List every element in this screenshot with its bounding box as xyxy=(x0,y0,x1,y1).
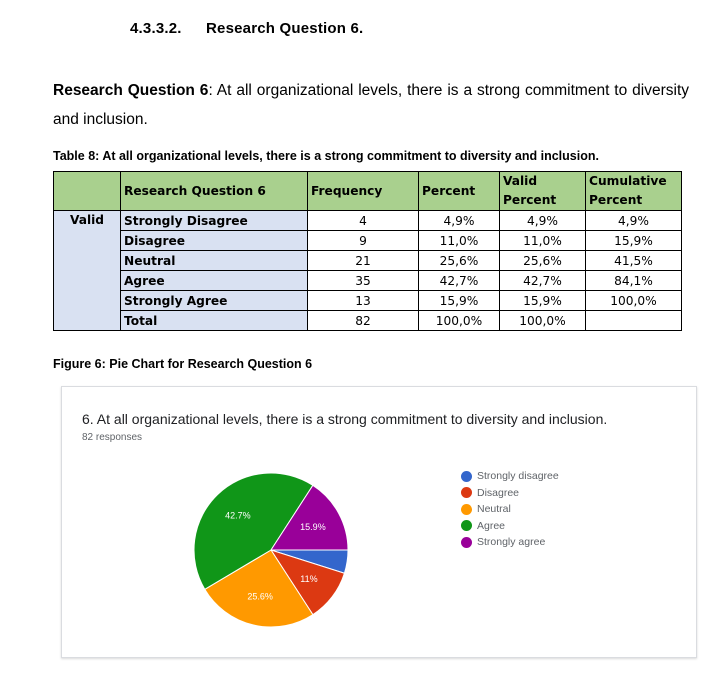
legend-label: Disagree xyxy=(477,486,520,499)
row-cumulative-percent: 4,9% xyxy=(586,211,682,231)
paragraph-label: Research Question 6 xyxy=(53,82,209,99)
row-percent: 11,0% xyxy=(419,231,500,251)
row-frequency: 13 xyxy=(308,291,419,311)
row-name: Agree xyxy=(121,271,308,291)
pie-data-label: 15.9% xyxy=(300,522,326,533)
table-row xyxy=(54,211,682,231)
row-name: Total xyxy=(121,311,308,331)
table-row xyxy=(54,271,682,291)
header-empty-cell xyxy=(54,172,121,211)
row-cumulative-percent: 84,1% xyxy=(586,271,682,291)
response-count: 82 responses xyxy=(82,432,143,443)
table-row xyxy=(54,291,682,311)
row-percent: 4,9% xyxy=(419,211,500,231)
row-percent: 15,9% xyxy=(419,291,500,311)
row-valid-percent: 11,0% xyxy=(500,231,586,251)
row-name: Disagree xyxy=(121,231,308,251)
legend-dot-icon xyxy=(461,504,472,515)
chart-title: 6. At all organizational levels, there is a strong commitment to diversity and inclusion. xyxy=(82,411,608,427)
header-cumulative-line2: Percent xyxy=(589,193,643,207)
legend-dot-icon xyxy=(461,471,472,482)
row-cumulative-percent: 41,5% xyxy=(586,251,682,271)
header-valid-percent xyxy=(500,172,586,211)
header-question: Research Question 6 xyxy=(121,172,308,211)
legend-label: Neutral xyxy=(477,503,511,516)
pie-data-label: 25.6% xyxy=(247,591,273,602)
header-valid-line2: Percent xyxy=(503,193,557,207)
row-frequency: 35 xyxy=(308,271,419,291)
section-heading xyxy=(130,20,363,37)
row-cumulative-percent: 15,9% xyxy=(586,231,682,251)
row-valid-percent: 42,7% xyxy=(500,271,586,291)
row-frequency: 9 xyxy=(308,231,419,251)
row-frequency: 82 xyxy=(308,311,419,331)
section-number: 4.3.3.2. xyxy=(130,20,182,37)
legend-item[interactable] xyxy=(461,518,559,535)
header-cumulative-percent xyxy=(586,172,682,211)
chart-legend xyxy=(461,468,559,551)
row-name: Neutral xyxy=(121,251,308,271)
pie-chart xyxy=(62,387,696,657)
table-header-row xyxy=(54,172,682,211)
legend-item[interactable] xyxy=(461,501,559,518)
row-cumulative-percent: 100,0% xyxy=(586,291,682,311)
row-percent: 25,6% xyxy=(419,251,500,271)
row-valid-percent: 25,6% xyxy=(500,251,586,271)
row-cumulative-percent xyxy=(586,311,682,331)
legend-item[interactable] xyxy=(461,534,559,551)
figure-caption: Figure 6: Pie Chart for Research Question 6 xyxy=(53,357,313,371)
valid-group-label: Valid xyxy=(54,211,121,331)
pie-data-label: 11% xyxy=(300,573,318,584)
table-row xyxy=(54,231,682,251)
row-name: Strongly Agree xyxy=(121,291,308,311)
legend-dot-icon xyxy=(461,537,472,548)
legend-item[interactable] xyxy=(461,485,559,502)
table-row xyxy=(54,251,682,271)
table-caption: Table 8: At all organizational levels, there is a strong commitment to diversity and inclusion. xyxy=(53,149,599,163)
row-valid-percent: 15,9% xyxy=(500,291,586,311)
row-frequency: 21 xyxy=(308,251,419,271)
row-valid-percent: 100,0% xyxy=(500,311,586,331)
legend-label: Strongly disagree xyxy=(477,470,559,483)
paragraph-text: : At all organizational levels, there is a strong commitment to diversity and inclusion. xyxy=(53,82,689,128)
section-title: Research Question 6. xyxy=(206,20,364,37)
table-row-total xyxy=(54,311,682,331)
row-percent: 42,7% xyxy=(419,271,500,291)
frequency-table xyxy=(53,171,682,331)
row-percent: 100,0% xyxy=(419,311,500,331)
legend-item[interactable] xyxy=(461,468,559,485)
legend-dot-icon xyxy=(461,520,472,531)
header-percent: Percent xyxy=(419,172,500,211)
legend-dot-icon xyxy=(461,487,472,498)
pie-data-label: 42.7% xyxy=(225,510,251,521)
legend-label: Agree xyxy=(477,519,506,532)
row-frequency: 4 xyxy=(308,211,419,231)
row-valid-percent: 4,9% xyxy=(500,211,586,231)
header-cumulative-line1: Cumulative xyxy=(589,174,667,188)
chart-card xyxy=(61,386,697,658)
header-valid-line1: Valid xyxy=(503,174,538,188)
header-frequency: Frequency xyxy=(308,172,419,211)
research-question-paragraph xyxy=(53,76,689,134)
row-name: Strongly Disagree xyxy=(121,211,308,231)
legend-label: Strongly agree xyxy=(477,536,546,549)
